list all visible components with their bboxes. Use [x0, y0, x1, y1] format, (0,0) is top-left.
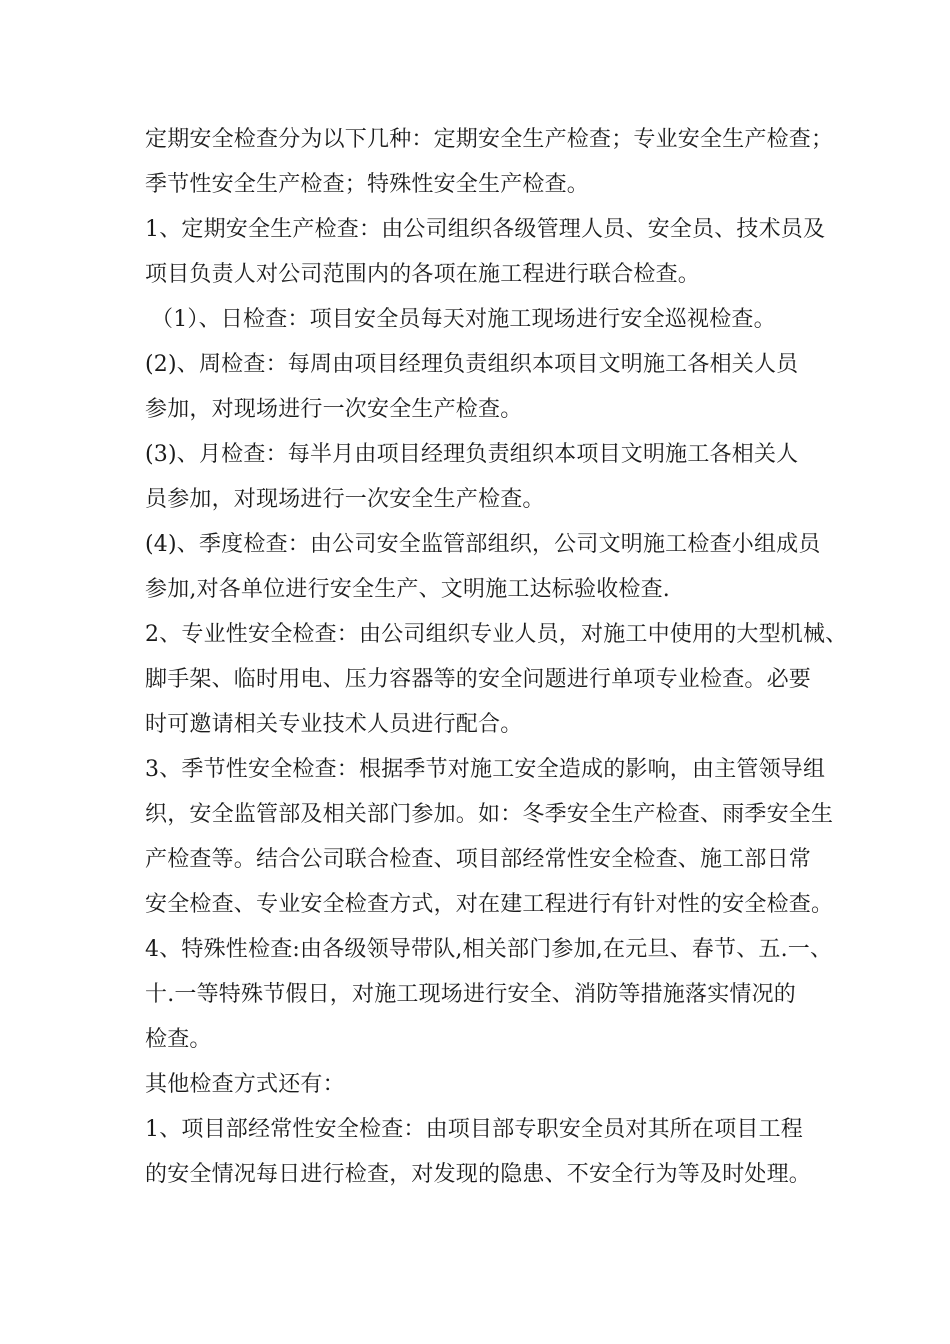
text-line: 3、季节性安全检查：根据季节对施工安全造成的影响，由主管领导组: [145, 757, 826, 782]
text-line: 季节性安全生产检查；特殊性安全生产检查。: [145, 172, 590, 197]
text-line: 定期安全检查分为以下几种：定期安全生产检查；专业安全生产检查；: [145, 127, 834, 152]
text-line: 项目负责人对公司范围内的各项在施工程进行联合检查。: [145, 262, 701, 287]
text-line: 产检查等。结合公司联合检查、项目部经常性安全检查、施工部日常: [145, 847, 812, 872]
text-line: 时可邀请相关专业技术人员进行配合。: [145, 712, 523, 737]
text-line: 检查。: [145, 1027, 212, 1052]
text-line: 脚手架、临时用电、压力容器等的安全问题进行单项专业检查。必要: [145, 667, 812, 692]
text-line: 参加,对各单位进行安全生产、文明施工达标验收检查.: [145, 577, 670, 602]
text-line: （1）、日检查：项目安全员每天对施工现场进行安全巡视检查。: [151, 307, 776, 332]
text-line: 员参加，对现场进行一次安全生产检查。: [145, 487, 545, 512]
text-line: 4、特殊性检查:由各级领导带队,相关部门参加,在元旦、春节、五.一、: [145, 937, 833, 962]
text-line: 2、专业性安全检查：由公司组织专业人员，对施工中使用的大型机械、: [145, 622, 848, 647]
text-line: 安全检查、专业安全检查方式，对在建工程进行有针对性的安全检查。: [145, 892, 834, 917]
text-line: 1、项目部经常性安全检查：由项目部专职安全员对其所在项目工程: [145, 1117, 803, 1142]
text-line: 其他检查方式还有：: [145, 1072, 345, 1097]
text-line: (2)、周检查：每周由项目经理负责组织本项目文明施工各相关人员: [145, 352, 799, 377]
text-line: 十.一等特殊节假日，对施工现场进行安全、消防等措施落实情况的: [145, 982, 796, 1007]
text-line: 1、定期安全生产检查：由公司组织各级管理人员、安全员、技术员及: [145, 217, 826, 242]
text-line: 的安全情况每日进行检查，对发现的隐患、不安全行为等及时处理。: [145, 1162, 812, 1187]
document-body: [145, 117, 848, 1197]
text-line: 参加，对现场进行一次安全生产检查。: [145, 397, 523, 422]
text-line: (3)、月检查：每半月由项目经理负责组织本项目文明施工各相关人: [145, 442, 799, 467]
text-line: (4)、季度检查：由公司安全监管部组织，公司文明施工检查小组成员: [145, 532, 821, 557]
text-line: 织，安全监管部及相关部门参加。如：冬季安全生产检查、雨季安全生: [145, 802, 834, 827]
